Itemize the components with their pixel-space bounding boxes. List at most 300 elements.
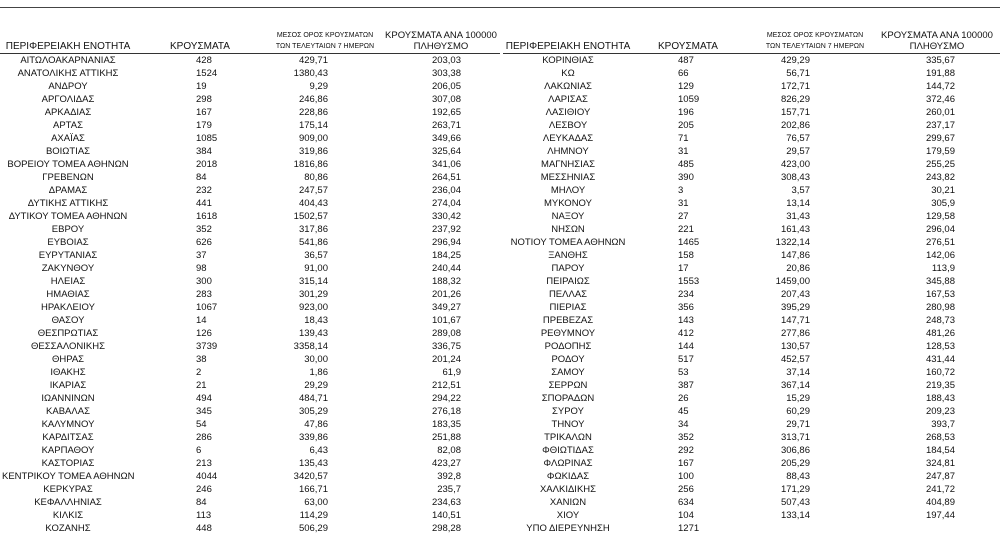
region-name: ΧΙΟΥ [556, 510, 580, 521]
avg-7-days: 1459,00 [775, 276, 810, 287]
table-row [0, 444, 500, 457]
region-name: ΛΕΣΒΟΥ [548, 120, 588, 131]
cases-per-100000: 30,21 [931, 185, 955, 196]
cases-per-100000: 276,18 [431, 406, 461, 417]
header-avg-line1: ΜΕΣΟΣ ΟΡΟΣ ΚΡΟΥΣΜΑΤΩΝ [766, 32, 864, 39]
region-name: ΦΩΚΙΔΑΣ [546, 471, 590, 482]
table-row [0, 171, 500, 184]
cases-count: 98 [196, 263, 207, 274]
cases-count: 1618 [196, 211, 218, 222]
region-name: ΦΘΙΩΤΙΔΑΣ [542, 445, 594, 456]
cases-count: 626 [196, 237, 212, 248]
header-cases: ΚΡΟΥΣΜΑΤΑ [658, 41, 718, 52]
table-row [503, 67, 1000, 80]
cases-count: 485 [678, 159, 694, 170]
table-row [0, 366, 500, 379]
avg-7-days: 452,57 [780, 354, 810, 365]
cases-per-100000: 276,51 [925, 237, 955, 248]
cases-per-100000: 160,72 [925, 367, 955, 378]
region-name: ΗΡΑΚΛΕΙΟΥ [41, 302, 95, 313]
avg-7-days: 484,71 [298, 393, 328, 404]
region-name: ΑΡΤΑΣ [53, 120, 83, 131]
cases-count: 412 [678, 328, 694, 339]
left-table-header [0, 26, 500, 53]
table-row [0, 93, 500, 106]
avg-7-days: 909,00 [298, 133, 328, 144]
table-row [0, 119, 500, 132]
cases-per-100000: 392,8 [437, 471, 461, 482]
table-row [503, 80, 1000, 93]
cases-per-100000: 201,24 [431, 354, 461, 365]
cases-per-100000: 289,08 [431, 328, 461, 339]
table-row [0, 275, 500, 288]
avg-7-days: 228,86 [298, 107, 328, 118]
region-name: ΝΑΞΟΥ [551, 211, 585, 222]
cases-count: 1465 [678, 237, 700, 248]
region-name: ΣΠΟΡΑΔΩΝ [541, 393, 595, 404]
region-name: ΜΥΚΟΝΟΥ [544, 198, 592, 209]
table-row [0, 392, 500, 405]
avg-7-days: 29,71 [786, 419, 810, 430]
table-row [0, 405, 500, 418]
table-row [503, 158, 1000, 171]
avg-7-days: 3358,14 [293, 341, 328, 352]
cases-count: 390 [678, 172, 694, 183]
region-name: ΜΕΣΣΗΝΙΑΣ [540, 172, 596, 183]
avg-7-days: 147,86 [780, 250, 810, 261]
avg-7-days: 63,00 [304, 497, 328, 508]
cases-count: 221 [678, 224, 694, 235]
cases-count: 3739 [196, 341, 218, 352]
avg-7-days: 9,29 [309, 81, 328, 92]
table-row [503, 483, 1000, 496]
avg-7-days: 308,43 [780, 172, 810, 183]
cases-per-100000: 280,98 [925, 302, 955, 313]
avg-7-days: 166,71 [298, 484, 328, 495]
cases-count: 53 [678, 367, 689, 378]
header-per-line1: ΚΡΟΥΣΜΑΤΑ ΑΝΑ 100000 [385, 30, 497, 41]
cases-per-100000: 240,44 [431, 263, 461, 274]
cases-count: 129 [678, 81, 694, 92]
region-name: ΗΛΕΙΑΣ [50, 276, 86, 287]
header-cases: ΚΡΟΥΣΜΑΤΑ [170, 41, 230, 52]
left-table-body [0, 54, 500, 535]
cases-per-100000: 191,88 [925, 68, 955, 79]
cases-per-100000: 325,64 [431, 146, 461, 157]
table-row [0, 379, 500, 392]
cases-per-100000: 345,88 [925, 276, 955, 287]
cases-per-100000: 212,51 [431, 380, 461, 391]
avg-7-days: 923,00 [298, 302, 328, 313]
avg-7-days: 247,57 [298, 185, 328, 196]
cases-per-100000: 296,04 [925, 224, 955, 235]
cases-count: 1524 [196, 68, 218, 79]
cases-count: 100 [678, 471, 694, 482]
table-row [503, 249, 1000, 262]
cases-per-100000: 188,32 [431, 276, 461, 287]
table-row [503, 171, 1000, 184]
region-name: ΡΟΔΟΥ [551, 354, 585, 365]
table-row [503, 444, 1000, 457]
avg-7-days: 313,71 [780, 432, 810, 443]
table-row [0, 288, 500, 301]
region-name: ΜΗΛΟΥ [550, 185, 586, 196]
table-row [503, 392, 1000, 405]
table-row [503, 457, 1000, 470]
cases-per-100000: 237,92 [431, 224, 461, 235]
table-row [503, 93, 1000, 106]
table-row [0, 262, 500, 275]
table-row [503, 327, 1000, 340]
table-row [0, 223, 500, 236]
cases-count: 487 [678, 55, 694, 66]
cases-count: 14 [196, 315, 207, 326]
cases-per-100000: 431,44 [925, 354, 955, 365]
region-name: ΑΝΔΡΟΥ [48, 81, 88, 92]
table-row [503, 210, 1000, 223]
cases-per-100000: 294,22 [431, 393, 461, 404]
cases-count: 4044 [196, 471, 218, 482]
cases-per-100000: 219,35 [925, 380, 955, 391]
cases-count: 494 [196, 393, 212, 404]
cases-count: 213 [196, 458, 212, 469]
avg-7-days: 37,14 [786, 367, 810, 378]
region-name: ΒΟΡΕΙΟΥ ΤΟΜΕΑ ΑΘΗΝΩΝ [7, 159, 129, 170]
region-name: ΚΕΦΑΛΛΗΝΙΑΣ [34, 497, 102, 508]
avg-7-days: 147,71 [780, 315, 810, 326]
avg-7-days: 395,29 [780, 302, 810, 313]
region-name: ΧΑΝΙΩΝ [549, 497, 587, 508]
cases-per-100000: 203,03 [431, 55, 461, 66]
cases-count: 3 [678, 185, 684, 196]
table-row [0, 301, 500, 314]
avg-7-days: 315,14 [298, 276, 328, 287]
avg-7-days: 1816,86 [293, 159, 328, 170]
cases-per-100000: 184,25 [431, 250, 461, 261]
left-table [0, 26, 500, 535]
cases-count: 292 [678, 445, 694, 456]
cases-count: 1059 [678, 94, 700, 105]
cases-count: 37 [196, 250, 207, 261]
region-name: ΒΟΙΩΤΙΑΣ [45, 146, 91, 157]
cases-per-100000: 113,9 [931, 263, 955, 274]
cases-per-100000: 201,26 [431, 289, 461, 300]
cases-count: 286 [196, 432, 212, 443]
cases-count: 84 [196, 172, 207, 183]
avg-7-days: 60,29 [786, 406, 810, 417]
region-name: ΚΑΡΔΙΤΣΑΣ [42, 432, 94, 443]
table-row [0, 340, 500, 353]
region-name: ΘΕΣΠΡΩΤΙΑΣ [37, 328, 99, 339]
avg-7-days: 29,29 [304, 380, 328, 391]
cases-per-100000: 129,58 [925, 211, 955, 222]
cases-count: 21 [196, 380, 207, 391]
table-row [503, 197, 1000, 210]
cases-count: 84 [196, 497, 207, 508]
table-row [503, 418, 1000, 431]
cases-count: 113 [196, 510, 212, 521]
header-per-line2: ΠΛΗΘΥΣΜΟ [413, 41, 469, 52]
region-name: ΣΑΜΟΥ [551, 367, 585, 378]
avg-7-days: 30,00 [304, 354, 328, 365]
avg-7-days: 29,57 [786, 146, 810, 157]
table-row [0, 509, 500, 522]
cases-per-100000: 61,9 [442, 367, 461, 378]
cases-count: 26 [678, 393, 689, 404]
region-name: ΘΕΣΣΑΛΟΝΙΚΗΣ [31, 341, 105, 352]
table-row [0, 249, 500, 262]
avg-7-days: 1,86 [309, 367, 328, 378]
region-name: ΑΧΑΪΑΣ [51, 133, 85, 144]
table-row [0, 54, 500, 67]
cases-per-100000: 423,27 [431, 458, 461, 469]
cases-per-100000: 248,73 [925, 315, 955, 326]
avg-7-days: 506,29 [298, 523, 328, 534]
cases-per-100000: 192,65 [431, 107, 461, 118]
avg-7-days: 31,43 [786, 211, 810, 222]
region-name: ΗΜΑΘΙΑΣ [46, 289, 90, 300]
avg-7-days: 423,00 [780, 159, 810, 170]
region-name: ΝΟΤΙΟΥ ΤΟΜΕΑ ΑΘΗΝΩΝ [510, 237, 626, 248]
table-row [503, 54, 1000, 67]
table-row [503, 405, 1000, 418]
region-name: ΔΥΤΙΚΟΥ ΤΟΜΕΑ ΑΘΗΝΩΝ [8, 211, 128, 222]
region-name: ΦΛΩΡΙΝΑΣ [543, 458, 593, 469]
cases-count: 356 [678, 302, 694, 313]
cases-per-100000: 243,82 [925, 172, 955, 183]
cases-per-100000: 251,88 [431, 432, 461, 443]
cases-count: 196 [678, 107, 694, 118]
cases-count: 298 [196, 94, 212, 105]
region-name: ΚΑΡΠΑΘΟΥ [41, 445, 95, 456]
avg-7-days: 246,86 [298, 94, 328, 105]
region-name: ΚΕΡΚΥΡΑΣ [43, 484, 93, 495]
region-name: ΥΠΟ ΔΙΕΡΕΥΝΗΣΗ [526, 523, 610, 534]
avg-7-days: 56,71 [786, 68, 810, 79]
region-name: ΞΑΝΘΗΣ [548, 250, 588, 261]
cases-count: 126 [196, 328, 212, 339]
region-name: ΚΑΛΥΜΝΟΥ [41, 419, 95, 430]
cases-per-100000: 263,71 [431, 120, 461, 131]
cases-per-100000: 268,53 [925, 432, 955, 443]
cases-per-100000: 298,28 [431, 523, 461, 534]
cases-count: 1553 [678, 276, 700, 287]
avg-7-days: 20,86 [786, 263, 810, 274]
table-row [503, 353, 1000, 366]
region-name: ΝΗΣΩΝ [551, 224, 585, 235]
cases-count: 428 [196, 55, 212, 66]
cases-count: 31 [678, 146, 689, 157]
table-row [503, 106, 1000, 119]
cases-per-100000: 197,44 [925, 510, 955, 521]
header-avg-7-days [270, 30, 380, 52]
top-rule [0, 7, 1000, 8]
cases-per-100000: 260,01 [925, 107, 955, 118]
table-row [503, 132, 1000, 145]
cases-count: 283 [196, 289, 212, 300]
table-row [503, 470, 1000, 483]
region-name: ΑΡΚΑΔΙΑΣ [44, 107, 92, 118]
cases-count: 143 [678, 315, 694, 326]
region-name: ΤΡΙΚΑΛΩΝ [544, 432, 592, 443]
region-name: ΚΟΖΑΝΗΣ [45, 523, 91, 534]
table-row [0, 353, 500, 366]
avg-7-days: 207,43 [780, 289, 810, 300]
table-row [0, 236, 500, 249]
avg-7-days: 301,29 [298, 289, 328, 300]
table-row [503, 509, 1000, 522]
region-name: ΛΑΣΙΘΙΟΥ [545, 107, 591, 118]
table-row [0, 431, 500, 444]
cases-count: 19 [196, 81, 207, 92]
region-name: ΚΑΣΤΟΡΙΑΣ [41, 458, 95, 469]
region-name: ΙΚΑΡΙΑΣ [49, 380, 87, 391]
region-name: ΣΕΡΡΩΝ [548, 380, 588, 391]
header-per-100000 [877, 30, 997, 52]
cases-per-100000: 305,9 [931, 198, 955, 209]
cases-per-100000: 341,06 [431, 159, 461, 170]
cases-per-100000: 247,87 [925, 471, 955, 482]
region-name: ΕΥΒΟΙΑΣ [47, 237, 89, 248]
region-name: ΣΥΡΟΥ [552, 406, 584, 417]
header-region: ΠΕΡΙΦΕΡΕΙΑΚΗ ΕΝΟΤΗΤΑ [505, 41, 631, 52]
table-row [0, 184, 500, 197]
cases-per-100000: 184,54 [925, 445, 955, 456]
region-name: ΛΗΜΝΟΥ [547, 146, 589, 157]
cases-count: 34 [678, 419, 689, 430]
table-row [0, 145, 500, 158]
region-name: ΜΑΓΝΗΣΙΑΣ [541, 159, 595, 170]
table-row [0, 327, 500, 340]
table-row [0, 418, 500, 431]
region-name: ΧΑΛΚΙΔΙΚΗΣ [539, 484, 597, 495]
avg-7-days: 1502,57 [293, 211, 328, 222]
region-name: ΑΙΤΩΛΟΑΚΑΡΝΑΝΙΑΣ [20, 55, 116, 66]
avg-7-days: 88,43 [786, 471, 810, 482]
avg-7-days: 202,86 [780, 120, 810, 131]
avg-7-days: 429,29 [780, 55, 810, 66]
avg-7-days: 339,86 [298, 432, 328, 443]
avg-7-days: 205,29 [780, 458, 810, 469]
cases-per-100000: 481,26 [925, 328, 955, 339]
cases-count: 634 [678, 497, 694, 508]
cases-count: 6 [196, 445, 202, 456]
avg-7-days: 3,57 [791, 185, 810, 196]
table-row [0, 67, 500, 80]
region-name: ΠΙΕΡΙΑΣ [549, 302, 587, 313]
table-row [503, 119, 1000, 132]
avg-7-days: 114,29 [299, 510, 328, 521]
table-row [503, 496, 1000, 509]
cases-count: 448 [196, 523, 212, 534]
avg-7-days: 47,86 [304, 419, 328, 430]
table-row [503, 301, 1000, 314]
cases-count: 17 [678, 263, 689, 274]
cases-count: 387 [678, 380, 694, 391]
avg-7-days: 80,86 [304, 172, 328, 183]
cases-count: 2 [196, 367, 202, 378]
region-name: ΠΕΙΡΑΙΩΣ [546, 276, 590, 287]
cases-count: 104 [678, 510, 694, 521]
cases-count: 246 [196, 484, 212, 495]
avg-7-days: 319,86 [298, 146, 328, 157]
right-table-header [503, 26, 1000, 53]
cases-per-100000: 404,89 [925, 497, 955, 508]
cases-count: 45 [678, 406, 689, 417]
cases-per-100000: 128,53 [925, 341, 955, 352]
cases-count: 234 [678, 289, 694, 300]
region-name: ΠΑΡΟΥ [551, 263, 585, 274]
right-table-body [503, 54, 1000, 535]
cases-count: 205 [678, 120, 694, 131]
table-row [0, 483, 500, 496]
header-avg-7-days [760, 30, 870, 52]
cases-count: 31 [678, 198, 689, 209]
avg-7-days: 404,43 [298, 198, 328, 209]
avg-7-days: 317,86 [298, 224, 328, 235]
region-name: ΠΕΛΛΑΣ [548, 289, 588, 300]
table-row [0, 106, 500, 119]
region-name: ΚΕΝΤΡΙΚΟΥ ΤΟΜΕΑ ΑΘΗΝΩΝ [2, 471, 135, 482]
avg-7-days: 130,57 [780, 341, 810, 352]
region-name: ΚΙΛΚΙΣ [52, 510, 84, 521]
table-row [503, 288, 1000, 301]
cases-per-100000: 307,08 [431, 94, 461, 105]
cases-count: 66 [678, 68, 689, 79]
cases-per-100000: 188,43 [925, 393, 955, 404]
cases-per-100000: 349,66 [431, 133, 461, 144]
header-per-100000 [382, 30, 500, 52]
region-name: ΑΝΑΤΟΛΙΚΗΣ ΑΤΤΙΚΗΣ [17, 68, 119, 79]
cases-per-100000: 235,7 [437, 484, 461, 495]
cases-count: 441 [196, 198, 212, 209]
cases-count: 352 [196, 224, 212, 235]
right-table [503, 26, 1000, 535]
avg-7-days: 91,00 [304, 263, 328, 274]
region-name: ΕΥΡΥΤΑΝΙΑΣ [38, 250, 98, 261]
region-name: ΠΡΕΒΕΖΑΣ [542, 315, 594, 326]
cases-count: 1067 [196, 302, 218, 313]
cases-count: 144 [678, 341, 694, 352]
table-row [0, 496, 500, 509]
avg-7-days: 826,29 [780, 94, 810, 105]
avg-7-days: 6,43 [309, 445, 328, 456]
cases-per-100000: 142,06 [925, 250, 955, 261]
region-name: ΖΑΚΥΝΘΟΥ [41, 263, 95, 274]
region-name: ΑΡΓΟΛΙΔΑΣ [41, 94, 95, 105]
cases-per-100000: 183,35 [431, 419, 461, 430]
table-row [503, 184, 1000, 197]
avg-7-days: 305,29 [298, 406, 328, 417]
cases-count: 1085 [196, 133, 218, 144]
avg-7-days: 507,43 [780, 497, 810, 508]
region-name: ΤΗΝΟΥ [551, 419, 585, 430]
cases-per-100000: 393,7 [931, 419, 955, 430]
table-row [503, 522, 1000, 535]
cases-count: 517 [678, 354, 694, 365]
cases-count: 167 [196, 107, 212, 118]
cases-count: 167 [678, 458, 694, 469]
region-name: ΘΑΣΟΥ [51, 315, 85, 326]
cases-count: 352 [678, 432, 694, 443]
table-row [503, 314, 1000, 327]
cases-count: 256 [678, 484, 694, 495]
cases-per-100000: 255,25 [925, 159, 955, 170]
region-name: ΘΗΡΑΣ [51, 354, 85, 365]
table-row [0, 314, 500, 327]
table-row [0, 197, 500, 210]
cases-per-100000: 167,53 [925, 289, 955, 300]
